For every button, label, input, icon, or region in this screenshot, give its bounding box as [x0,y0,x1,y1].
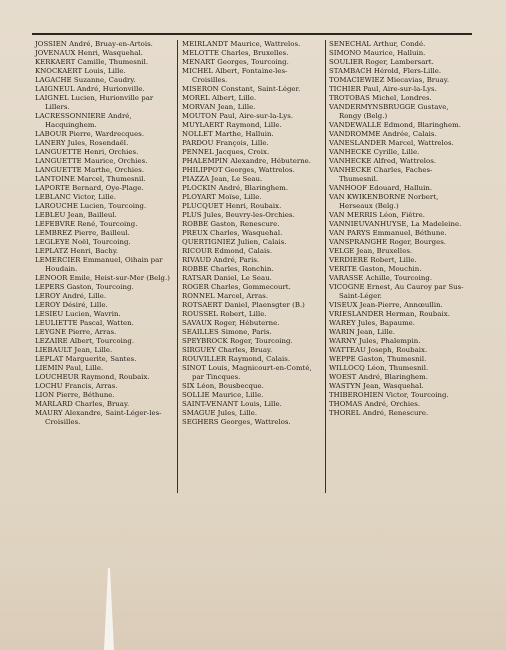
list-entry: VANHECKE Alfred, Wattrelos. [329,157,437,165]
column-separator-1 [177,40,178,493]
list-entry: VRIESLANDER Herman, Roubaix. [329,310,450,318]
list-entry: VANDEWALLE Edmond, Blaringhem. [329,121,461,129]
list-entry: LANGUETTE Henri, Orchies. [35,148,139,156]
list-entry: VANHECKE Cyrille, Lille. [329,148,420,156]
list-entry: LANERY Jules, Rosendaël. [35,139,129,147]
list-entry: SOULIER Roger, Lambersart. [329,58,434,66]
list-entry: LEBLEU Jean, Bailleul. [35,211,117,219]
list-entry: KNOCKAERT Louis, Lille. [35,67,126,75]
list-entry: LEZAIRE Albert, Tourcoing. [35,337,135,345]
list-entry: SAVAUX Roger, Hébuterne. [182,319,280,327]
list-entry: RONNEL Marcel, Arras. [182,292,269,300]
list-entry: SIX Léon, Bousbecque. [182,382,264,390]
list-entry: JOSSIEN André, Bruay-en-Artois. [35,40,153,48]
list-entry: LEBLANC Victor, Lille. [35,193,117,201]
list-entry: LACRESSONNIERE André, Hacquinghem. [35,112,132,129]
names-column-1 [35,40,173,427]
list-entry: MUYLAERT Raymond, Lille. [182,121,282,129]
list-entry: SIRGUEY Charles, Bruay. [182,346,273,354]
list-entry: LEPLATZ Henri, Bachy. [35,247,119,255]
names-column-3 [329,40,467,418]
list-entry: WASTYN Jean, Wasquehal. [329,382,424,390]
list-entry: LABOUR Pierre, Wardrecques. [35,130,145,138]
list-entry: TOMACIEWIEZ Miecavias, Bruay. [329,76,450,84]
list-entry: ROGER Charles, Gommecourt. [182,283,291,291]
list-entry: MORVAN Jean, Lille. [182,103,256,111]
list-entry: ROBBE Charles, Ronchin. [182,265,274,273]
list-entry: WARIN Jean, Lille. [329,328,395,336]
list-entry: PENNEL Jacques, Croix. [182,148,270,156]
list-entry: PLOCKIN André, Blaringhem. [182,184,289,192]
list-entry: VAN MERRIS Léon, Fiêtre. [329,211,426,219]
list-entry: LAIGNEL Lucien, Hurionville par Lillers. [35,94,154,111]
list-entry: VANDROMME Andrée, Calais. [329,130,437,138]
list-entry: WAREY Jules, Bapaume. [329,319,416,327]
paper-wear [0,568,506,650]
list-entry: LESIEU Lucien, Wavrin. [35,310,121,318]
list-entry: JOVENAUX Henri, Wasquehal. [35,49,143,57]
list-entry: VANSPRANGHE Roger, Bourges. [329,238,447,246]
list-entry: SEGHERS Georges, Wattrelos. [182,418,291,426]
list-entry: LOUCHEUR Raymond, Roubaix. [35,373,150,381]
list-entry: ROBBE Gaston, Renescure. [182,220,280,228]
list-entry: LAGACHE Suzanne, Caudry. [35,76,136,84]
list-entry: THOMAS André, Orchies. [329,400,421,408]
list-entry: SEAILLES Simone, Paris. [182,328,272,336]
list-entry: VARASSE Achille, Tourcoing. [329,274,433,282]
list-entry: RICOUR Edmond, Calais. [182,247,273,255]
list-entry: KERKAERT Camille, Thumesnil. [35,58,149,66]
list-entry: LEROY André, Lille. [35,292,107,300]
list-entry: PHALEMPIN Alexandre, Hébuterne. [182,157,312,165]
list-entry: MICHEL Albert, Fontaine-les-Croisilles. [182,67,288,84]
list-entry: RIVAUD André, Paris. [182,256,260,264]
list-entry: SPEYBROCK Roger, Tourcoing. [182,337,293,345]
list-entry: MELOTTE Charles, Bruxelles. [182,49,289,57]
list-entry: LIEMIN Paul, Lille. [35,364,104,372]
list-entry: MAURY Alexandre, Saint-Léger-les-Croisilles. [35,409,162,426]
list-entry: PIAZZA Jean, Le Seau. [182,175,263,183]
list-entry: PHILIPPOT Georges, Wattrelos. [182,166,295,174]
list-entry: LEULIETTE Pascal, Watten. [35,319,134,327]
list-entry: SAINT-VENANT Louis, Lille. [182,400,282,408]
list-entry: VERDIERE Robert, Lille. [329,256,417,264]
list-entry: STAMBACH Hérold, Flers-Lille. [329,67,442,75]
list-entry: LEGLEYE Noël, Tourcoing. [35,238,131,246]
list-entry: VANHECKE Charles, Faches-Thumesnil. [329,166,433,183]
list-entry: LEPERS Gaston, Tourcoing. [35,283,134,291]
list-entry: MENART Georges, Tourcoing. [182,58,289,66]
list-entry: MISERON Constant, Saint-Léger. [182,85,301,93]
list-entry: LANGUETTE Marthe, Orchies. [35,166,145,174]
list-entry: MOREL Albert, Lille. [182,94,257,102]
list-entry: THIBEROHIEN Victor, Tourcoing. [329,391,449,399]
list-entry: NOLLET Marthe, Halluin. [182,130,274,138]
list-entry: LION Pierre, Béthune. [35,391,115,399]
list-entry: PLUCQUET Henri, Roubaix. [182,202,282,210]
list-entry: VAN KWIKENBORNE Norbert, Herseaux (Belg.) [329,193,439,210]
list-entry: VISEUX Jean-Pierre, Annœullin. [329,301,443,309]
list-entry: PARDOU François, Lille. [182,139,269,147]
list-entry: LEMBREZ Pierre, Bailleul. [35,229,130,237]
list-entry: LEMERCIER Emmanuel, Oihain par Houdain. [35,256,163,273]
list-entry: ROTSAERT Daniel, Plaensgter (B.) [182,301,305,309]
list-entry: SIMONO Maurice, Halluin. [329,49,426,57]
list-entry: VICOGNE Ernest, Au Cauroy par Sus-Saint-Léger. [329,283,464,300]
list-entry: WILLOCQ Léon, Thumesnil. [329,364,429,372]
list-entry: VELGE Jean, Bruxelles. [329,247,413,255]
names-column-2 [182,40,320,427]
list-entry: VANHOOF Edouard, Halluin. [329,184,433,192]
list-entry: WEPPE Gaston, Thumesnil. [329,355,427,363]
list-entry: MEIRLANDT Maurice, Wattrelos. [182,40,301,48]
list-entry: LIEBAULT Jean, Lille. [35,346,113,354]
list-entry: LEPLAT Marguerite, Santes. [35,355,137,363]
list-entry: SOLLIE Maurice, Lille. [182,391,264,399]
list-entry: WATTEAU Joseph, Roubaix. [329,346,428,354]
list-entry: TICHIER Paul, Aire-sur-la-Lys. [329,85,437,93]
list-entry: MOUTON Paul, Aire-sur-la-Lys. [182,112,294,120]
list-entry: LEYGNE Pierre, Arras. [35,328,117,336]
list-entry: VANESLANDER Marcel, Wattrelos. [329,139,454,147]
list-entry: LANGUETTE Maurice, Orchies. [35,157,148,165]
list-entry: LAPORTE Bernard, Oye-Plage. [35,184,144,192]
list-entry: ROUVILLER Raymond, Calais. [182,355,291,363]
list-entry: LAIGNEUL André, Hurionville. [35,85,145,93]
list-entry: SMAGUE Jules, Lille. [182,409,258,417]
list-entry: PREUX Charles, Wasquehal. [182,229,283,237]
top-rule [32,33,472,35]
list-entry: LANTOINE Marcel, Thumesnil. [35,175,146,183]
list-entry: QUERTIGNIEZ Julien, Calais. [182,238,287,246]
list-entry: ROUSSEL Robert, Lille. [182,310,267,318]
list-entry: WARNY Jules, Phalempin. [329,337,421,345]
column-separator-2 [325,40,326,493]
list-entry: VANNIEUVANHUYSE, La Madeleine. [329,220,462,228]
list-entry: PLOYART Moïse, Lille. [182,193,262,201]
list-entry: LOCHU Francis, Arras. [35,382,118,390]
list-entry: SINOT Louis, Magnicourt-en-Comté, par Tincques. [182,364,312,381]
list-entry: WOEST André, Blaringhem. [329,373,429,381]
list-entry: TROTOBAS Michel, Londres. [329,94,432,102]
list-entry: MARLARD Charles, Bruay. [35,400,130,408]
list-entry: THOREL André, Renescure. [329,409,429,417]
list-entry: VANDERMYNSBRUGGE Gustave, Rongy (Belg.) [329,103,449,120]
list-entry: LEROY Désiré, Lille. [35,301,108,309]
list-entry: LAROUCHE Lucien, Tourcoing. [35,202,147,210]
list-entry: PLUS Jules, Beuvry-les-Orchies. [182,211,295,219]
list-entry: SENECHAL Arthur, Condé. [329,40,426,48]
list-entry: LEFEBVRE René, Tourcoing. [35,220,138,228]
list-entry: VAN PARYS Emmanuel, Béthune. [329,229,447,237]
list-entry: LENOOR Emile, Heist-sur-Mer (Belg.) [35,274,170,282]
list-entry: VERITE Gaston, Mouchin. [329,265,422,273]
list-entry: RATSAR Daniel, Le Seau. [182,274,272,282]
